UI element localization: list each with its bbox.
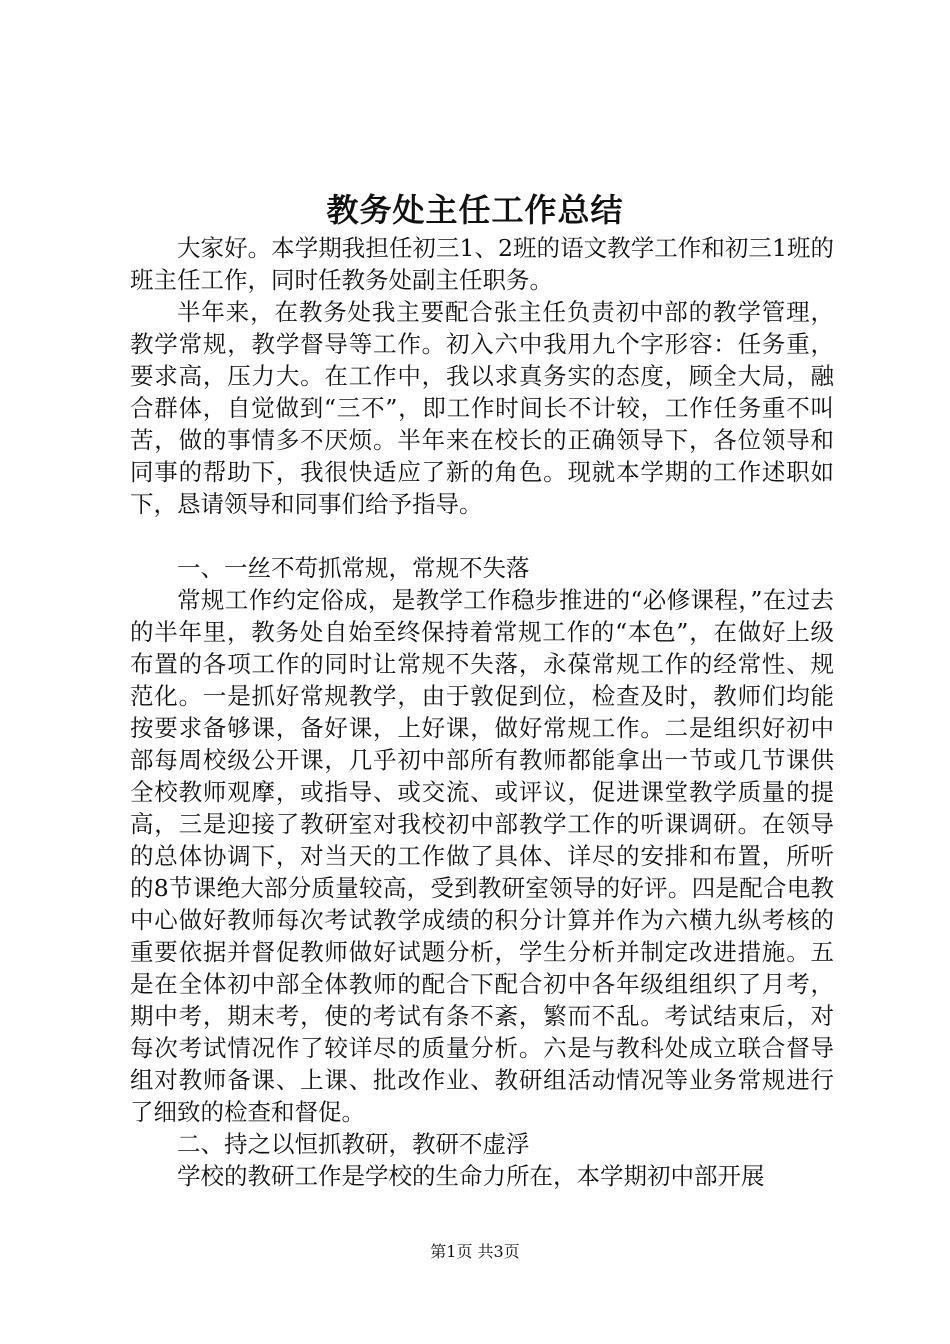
page-footer: 第1页 共3页 [430, 1242, 520, 1261]
section-2-paragraph: 学校的教研工作是学校的生命力所在，本学期初中部开展 [177, 1162, 765, 1190]
section-2-heading: 二、持之以恒抓教研，教研不虚浮 [177, 1130, 530, 1158]
intro-paragraph: 大家好。本学期我担任初三1、2班的语文教学工作和初三1班的班主任工作，同时任教务处副主任职务。 [130, 234, 834, 294]
page-title: 教务处主任工作总结 [326, 191, 624, 229]
overview-paragraph: 半年来，在教务处我主要配合张主任负责初中部的教学管理，教学常规，教学督导等工作。初入六中我用九个字形容：任务重，要求高，压力大。在工作中，我以求真务实的态度，顾全大局，融合群体，自觉做到“三不”，即工作时间长不计较，工作任务重不叫苦，做的事情多不厌烦。半年来在校长的正确领导下，各位领导和同事的帮助下，我很快适应了新的角色。现就本学期的工作述职如下，恳请领导和同事们给予指导。 [130, 298, 834, 518]
document-body [130, 232, 834, 1192]
section-1-paragraph: 常规工作约定俗成，是教学工作稳步推进的“必修课程，”在过去的半年里，教务处自始至终保持着常规工作的“本色”，在做好上级布置的各项工作的同时让常规不失落，永葆常规工作的经常性、规范化。一是抓好常规教学，由于敦促到位，检查及时，教师们均能按要求备够课，备好课，上好课，做好常规工作。二是组织好初中部每周校级公开课，几乎初中部所有教师都能拿出一节或几节课供全校教师观摩，或指导、或交流、或评议，促进课堂教学质量的提高，三是迎接了教研室对我校初中部教学工作的听课调研。在领导的总体协调下，对当天的工作做了具体、详尽的安排和布置，所听的8节课绝大部分质量较高，受到教研室领导的好评。四是配合电教中心做好教师每次考试教学成绩的积分计算并作为六横九纵考核的重要依据并督促教师做好试题分析，学生分析并制定改进措施。五是在全体初中部全体教师的配合下配合初中各年级组组织了月考，期中考，期末考，使的考试有条不紊，繁而不乱。考试结束后，对每次考试情况作了较详尽的质量分析。六是与教科处成立联合督导组对教师备课、上课、批改作业、教研组活动情况等业务常规进行了细致的检查和督促。 [130, 586, 834, 1126]
section-1-heading: 一、一丝不苟抓常规，常规不失落 [177, 554, 530, 582]
